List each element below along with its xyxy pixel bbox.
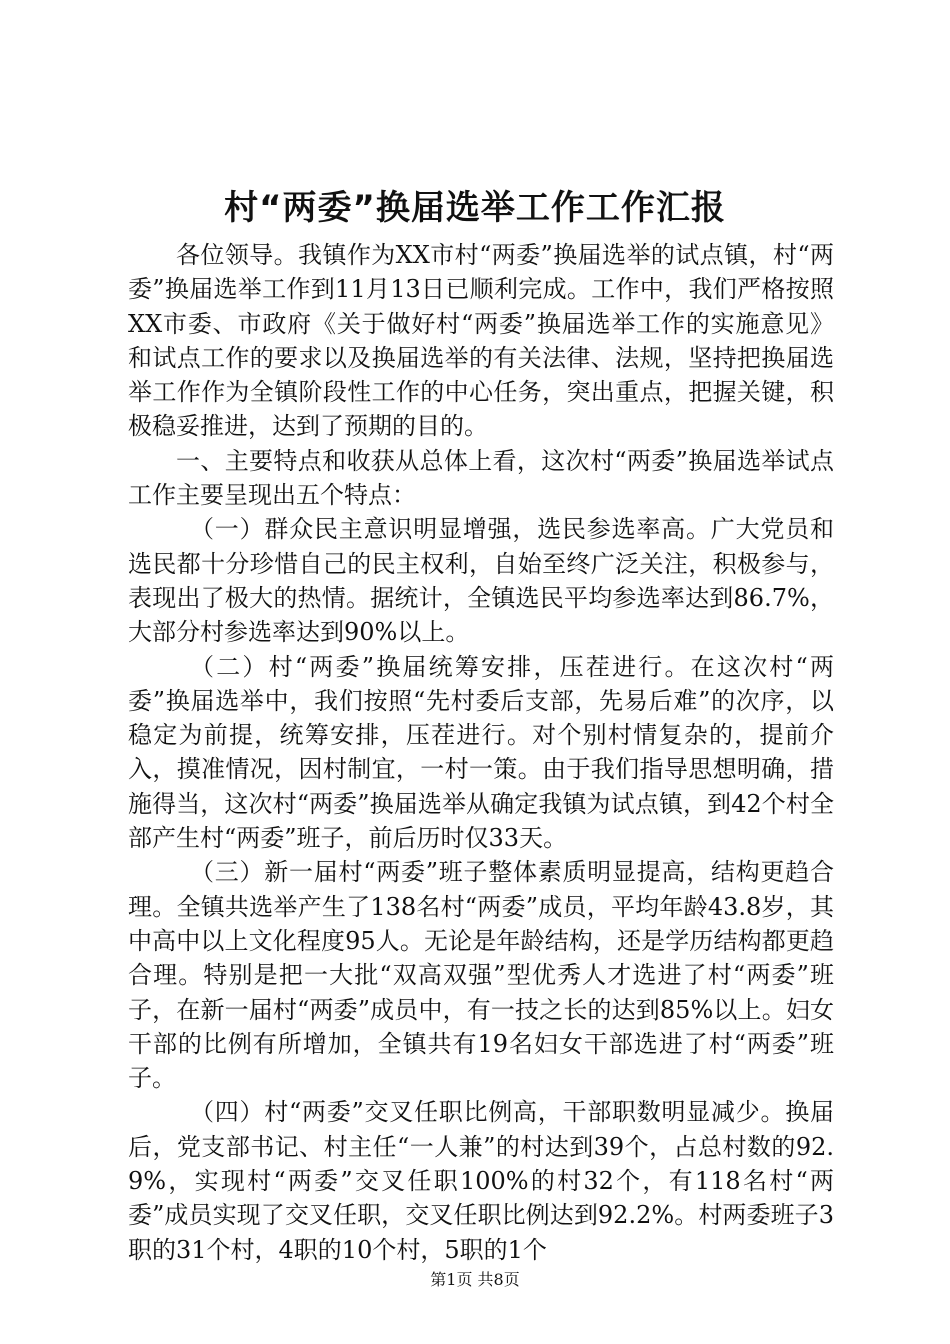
paragraph-point-1: （一）群众民主意识明显增强，选民参选率高。广大党员和选民都十分珍惜自己的民主权利，自始至终广泛关注，积极参与，表现出了极大的热情。据统计，全镇选民平均参选率达到86.7%，大部分村参选率达到90%以上。 — [128, 515, 834, 647]
page-footer: 第1页 共8页 — [430, 1270, 520, 1289]
document-body — [128, 238, 834, 1267]
document-title: 村“两委”换届选举工作工作汇报 — [224, 188, 726, 228]
paragraph-point-4: （四）村“两委”交叉任职比例高，干部职数明显减少。换届后，党支部书记、村主任“一人兼”的村达到39个，占总村数的92.9%，实现村“两委”交叉任职100%的村32个，有118名村“两委”成员实现了交叉任职，交叉任职比例达到92.2%。村两委班子3职的31个村，4职的10个村，5职的1个 — [128, 1098, 834, 1264]
paragraph-point-3: （三）新一届村“两委”班子整体素质明显提高，结构更趋合理。全镇共选举产生了138名村“两委”成员，平均年龄43.8岁，其中高中以上文化程度95人。无论是年龄结构，还是学历结构都更趋合理。特别是把一大批“双高双强”型优秀人才选进了村“两委”班子，在新一届村“两委”成员中，有一技之长的达到85%以上。妇女干部的比例有所增加，全镇共有19名妇女干部选进了村“两委”班子。 — [128, 858, 834, 1093]
paragraph-section-1: 一、主要特点和收获从总体上看，这次村“两委”换届选举试点工作主要呈现出五个特点： — [128, 446, 834, 510]
paragraph-point-2: （二）村“两委”换届统筹安排，压茬进行。在这次村“两委”换届选举中，我们按照“先村委后支部，先易后难”的次序，以稳定为前提，统筹安排，压茬进行。对个别村情复杂的，提前介入，摸准情况，因村制宜，一村一策。由于我们指导思想明确，措施得当，这次村“两委”换届选举从确定我镇为试点镇，到42个村全部产生村“两委”班子，前后历时仅33天。 — [128, 652, 834, 853]
paragraph-intro: 各位领导。我镇作为XX市村“两委”换届选举的试点镇，村“两委”换届选举工作到11月13日已顺利完成。工作中，我们严格按照XX市委、市政府《关于做好村“两委”换届选举工作的实施意见》和试点工作的要求以及换届选举的有关法律、法规，坚持把换届选举工作作为全镇阶段性工作的中心任务，突出重点，把握关键，积极稳妥推进，达到了预期的目的。 — [128, 241, 834, 441]
